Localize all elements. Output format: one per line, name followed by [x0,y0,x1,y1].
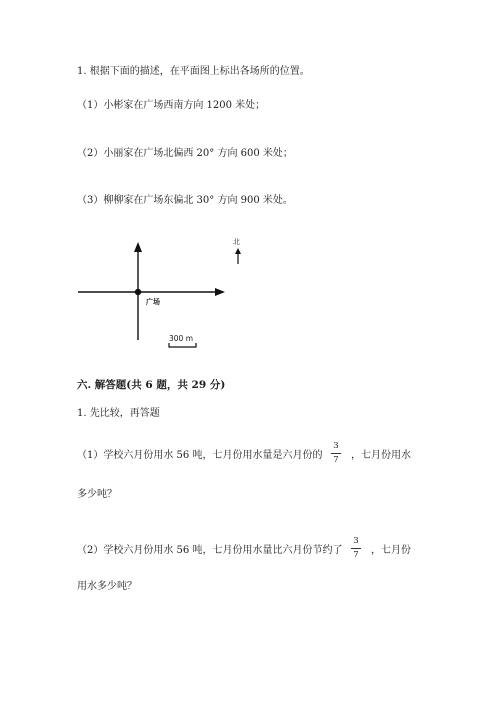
north-label: 北 [233,238,240,246]
section-6-question-1-title: 1. 先比较，再答题 [77,408,160,419]
question-1-item-3: （3）柳柳家在广场东偏北 30° 方向 900 米处。 [77,195,293,206]
fraction-denominator: 7 [333,455,339,465]
square-label: 广场 [146,297,160,306]
question-1-item-1: （1）小彬家在广场西南方向 1200 米处； [77,100,266,111]
fraction-bar [351,548,361,549]
problem-2-prefix: （2）学校六月份用水 56 吨，七月份用水量比六月份节约了 [77,545,343,556]
fraction-bar [331,453,341,454]
north-axis-arrowhead [134,242,142,252]
fraction-denominator: 7 [353,550,359,560]
east-arrowhead [215,288,225,296]
question-1-title: 1. 根据下面的描述，在平面图上标出各场所的位置。 [77,66,310,77]
problem-1-prefix: （1）学校六月份用水 56 吨，七月份用水量是六月份的 [77,450,323,461]
problem-1-suffix: ，七月份用水 [351,450,411,461]
north-indicator-arrowhead [235,248,241,254]
problem-2-line-2: 用水多少吨？ [77,581,137,592]
fraction-numerator: 3 [333,441,339,451]
scale-bar [169,343,196,347]
problem-1-fraction [330,441,342,466]
problem-2-fraction [350,536,362,561]
question-1-item-2: （2）小丽家在广场北偏西 20° 方向 600 米处； [77,148,293,159]
square-center-point [135,289,141,295]
fraction-numerator: 3 [353,536,359,546]
section-6-heading: 六. 解答题(共 6 题，共 29 分) [77,379,226,391]
problem-2-suffix: ，七月份 [371,545,411,556]
problem-1-line-2: 多少吨？ [77,489,117,500]
scale-label: 300 m [169,334,194,343]
